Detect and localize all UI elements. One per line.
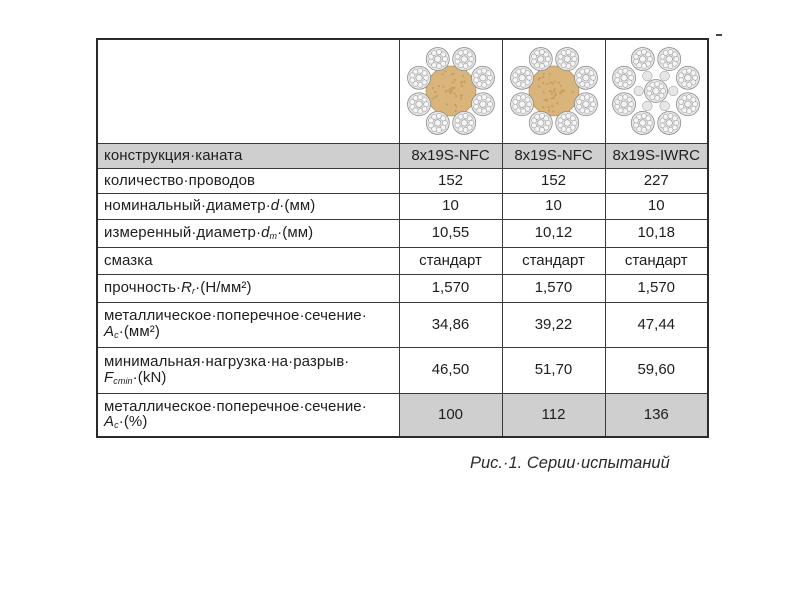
value-cell: стандарт xyxy=(399,247,502,274)
value-cell: 136 xyxy=(605,393,708,437)
table-row xyxy=(97,168,708,193)
image-row-label-empty xyxy=(97,39,399,143)
row-label-cross-section-percent xyxy=(97,393,399,437)
table-row xyxy=(97,393,708,437)
value-cell: 1,570 xyxy=(399,274,502,302)
rope-test-series-table xyxy=(96,38,709,438)
label-text: номинальный·диаметр· xyxy=(104,197,271,215)
value-cell: 152 xyxy=(399,168,502,193)
symbol-text: R xyxy=(181,278,193,296)
value-cell: 1,570 xyxy=(605,274,708,302)
label-text: металлическое·поперечное·сечение· xyxy=(104,397,367,415)
symbol-text: d xyxy=(261,223,270,241)
value-cell: 8x19S-NFC xyxy=(502,143,605,168)
label-suffix: ·(kN) xyxy=(132,368,167,386)
value-cell: 8x19S-IWRC xyxy=(605,143,708,168)
row-label-nominal-diameter xyxy=(97,193,399,219)
row-label-strength xyxy=(97,274,399,302)
value-cell: 39,22 xyxy=(502,302,605,347)
subscript-text: m xyxy=(269,230,278,241)
label-text: прочность· xyxy=(104,278,182,296)
image-cell-3 xyxy=(605,39,708,143)
rope-cross-section-iwrc-icon xyxy=(608,43,704,139)
subscript-text: c xyxy=(114,330,119,341)
row-label-construction xyxy=(97,143,399,168)
value-cell: 34,86 xyxy=(399,302,502,347)
label-suffix: ·(мм²) xyxy=(118,323,160,341)
value-cell: 10 xyxy=(399,193,502,219)
rope-cross-section-nfc-1-icon xyxy=(403,43,499,139)
subscript-text: r xyxy=(192,285,196,296)
table-row xyxy=(97,143,708,168)
label-text: смазка xyxy=(104,251,153,269)
value-cell: 46,50 xyxy=(399,347,502,393)
label-suffix: ·(Н/мм²) xyxy=(195,278,252,296)
symbol-text: A xyxy=(104,413,115,431)
value-cell: 152 xyxy=(502,168,605,193)
value-cell: 10,55 xyxy=(399,219,502,247)
value-cell: 10,12 xyxy=(502,219,605,247)
row-label-min-breaking-load xyxy=(97,347,399,393)
table-row xyxy=(97,247,708,274)
value-cell: 112 xyxy=(502,393,605,437)
rope-cross-section-nfc-2-icon xyxy=(506,43,602,139)
row-label-measured-diameter xyxy=(97,219,399,247)
symbol-text: A xyxy=(104,323,115,341)
figure-caption: Рис.·1. Серии·испытаний xyxy=(470,454,670,472)
subscript-text: c xyxy=(114,420,119,431)
row-label-cross-section-mm2 xyxy=(97,302,399,347)
value-cell: 100 xyxy=(399,393,502,437)
label-text: металлическое·поперечное·сечение· xyxy=(104,307,367,325)
corner-dash-mark xyxy=(716,34,722,36)
table-row xyxy=(97,302,708,347)
image-row xyxy=(97,39,708,143)
value-cell: 10,18 xyxy=(605,219,708,247)
value-cell: 10 xyxy=(605,193,708,219)
label-text: конструкция·каната xyxy=(104,146,243,164)
table-row xyxy=(97,193,708,219)
table-row xyxy=(97,347,708,393)
value-cell: стандарт xyxy=(605,247,708,274)
label-text: количество·проводов xyxy=(104,171,256,189)
value-cell: 51,70 xyxy=(502,347,605,393)
value-cell: стандарт xyxy=(502,247,605,274)
value-cell: 47,44 xyxy=(605,302,708,347)
value-cell: 10 xyxy=(502,193,605,219)
label-suffix: ·(%) xyxy=(118,413,148,431)
value-cell: 59,60 xyxy=(605,347,708,393)
subscript-text: cmin xyxy=(113,375,133,386)
table-row xyxy=(97,274,708,302)
label-suffix: ·(мм) xyxy=(279,197,316,215)
value-cell: 227 xyxy=(605,168,708,193)
symbol-text: d xyxy=(270,197,280,215)
symbol-text: F xyxy=(104,368,114,386)
label-text: измеренный·диаметр· xyxy=(104,223,262,241)
row-label-wire-count xyxy=(97,168,399,193)
value-cell: 1,570 xyxy=(502,274,605,302)
label-suffix: ·(мм) xyxy=(277,223,314,241)
image-cell-1 xyxy=(399,39,502,143)
value-cell: 8x19S-NFC xyxy=(399,143,502,168)
table-row xyxy=(97,219,708,247)
image-cell-2 xyxy=(502,39,605,143)
label-text: минимальная·нагрузка·на·разрыв· xyxy=(104,352,350,370)
row-label-lubrication xyxy=(97,247,399,274)
